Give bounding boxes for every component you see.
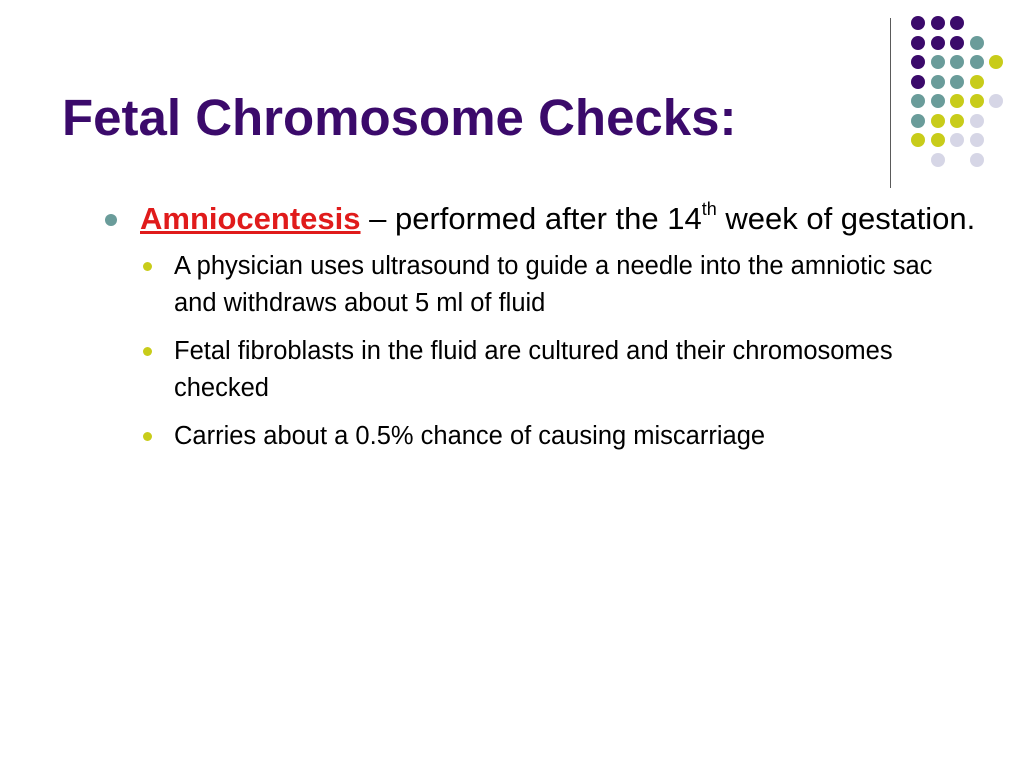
decorative-dot — [950, 94, 964, 108]
decorative-dot — [950, 114, 964, 128]
sub-bullet-dot-icon — [143, 262, 152, 271]
term-amniocentesis: Amniocentesis — [140, 201, 361, 236]
sub-bullet-dot-icon — [143, 347, 152, 356]
decorative-dot — [989, 94, 1003, 108]
main-bullet-text: – performed after the 14 — [360, 201, 702, 236]
decorative-dot — [950, 55, 964, 69]
decorative-dot — [931, 36, 945, 50]
decorative-dot — [931, 16, 945, 30]
slide-title: Fetal Chromosome Checks: — [62, 89, 737, 146]
decorative-dot — [931, 75, 945, 89]
decorative-dot — [970, 75, 984, 89]
decorative-dot — [950, 36, 964, 50]
decorative-dot — [931, 55, 945, 69]
decorative-dot — [950, 75, 964, 89]
sub-bullet — [100, 333, 980, 407]
decorative-dot — [950, 133, 964, 147]
decorative-dot — [931, 114, 945, 128]
decorative-dot — [911, 36, 925, 50]
sub-bullet-text: A physician uses ultrasound to guide a needle into the amniotic sac and withdraws about 5 ml of fluid — [174, 252, 933, 317]
decorative-dot — [931, 153, 945, 167]
sub-bullet-text: Carries about a 0.5% chance of causing miscarriage — [174, 422, 766, 450]
sub-bullet-text: Fetal fibroblasts in the fluid are cultured and their chromosomes checked — [174, 337, 893, 402]
decorative-dot — [911, 55, 925, 69]
decorative-dot — [950, 16, 964, 30]
decorative-dot — [970, 114, 984, 128]
decorative-dot — [970, 55, 984, 69]
decorative-dot — [989, 55, 1003, 69]
sub-bullet-list — [100, 248, 980, 455]
decorative-dot — [911, 75, 925, 89]
decorative-dot — [911, 94, 925, 108]
decorative-dot — [931, 94, 945, 108]
main-bullet-text-end: week of gestation. — [716, 201, 976, 236]
title-divider-line — [890, 18, 891, 188]
bullet-dot-icon — [105, 214, 117, 226]
sub-bullet-dot-icon — [143, 432, 152, 441]
decorative-dot — [911, 114, 925, 128]
ordinal-superscript: th — [701, 199, 717, 219]
sub-bullet — [100, 248, 980, 322]
decorative-dot — [970, 36, 984, 50]
main-bullet — [100, 198, 980, 240]
sub-bullet — [100, 418, 980, 455]
decorative-dot — [911, 16, 925, 30]
decorative-dot — [911, 133, 925, 147]
decorative-dot — [931, 133, 945, 147]
decorative-dot — [970, 133, 984, 147]
slide-body — [100, 198, 980, 466]
decorative-dot — [970, 153, 984, 167]
decorative-dot — [970, 94, 984, 108]
